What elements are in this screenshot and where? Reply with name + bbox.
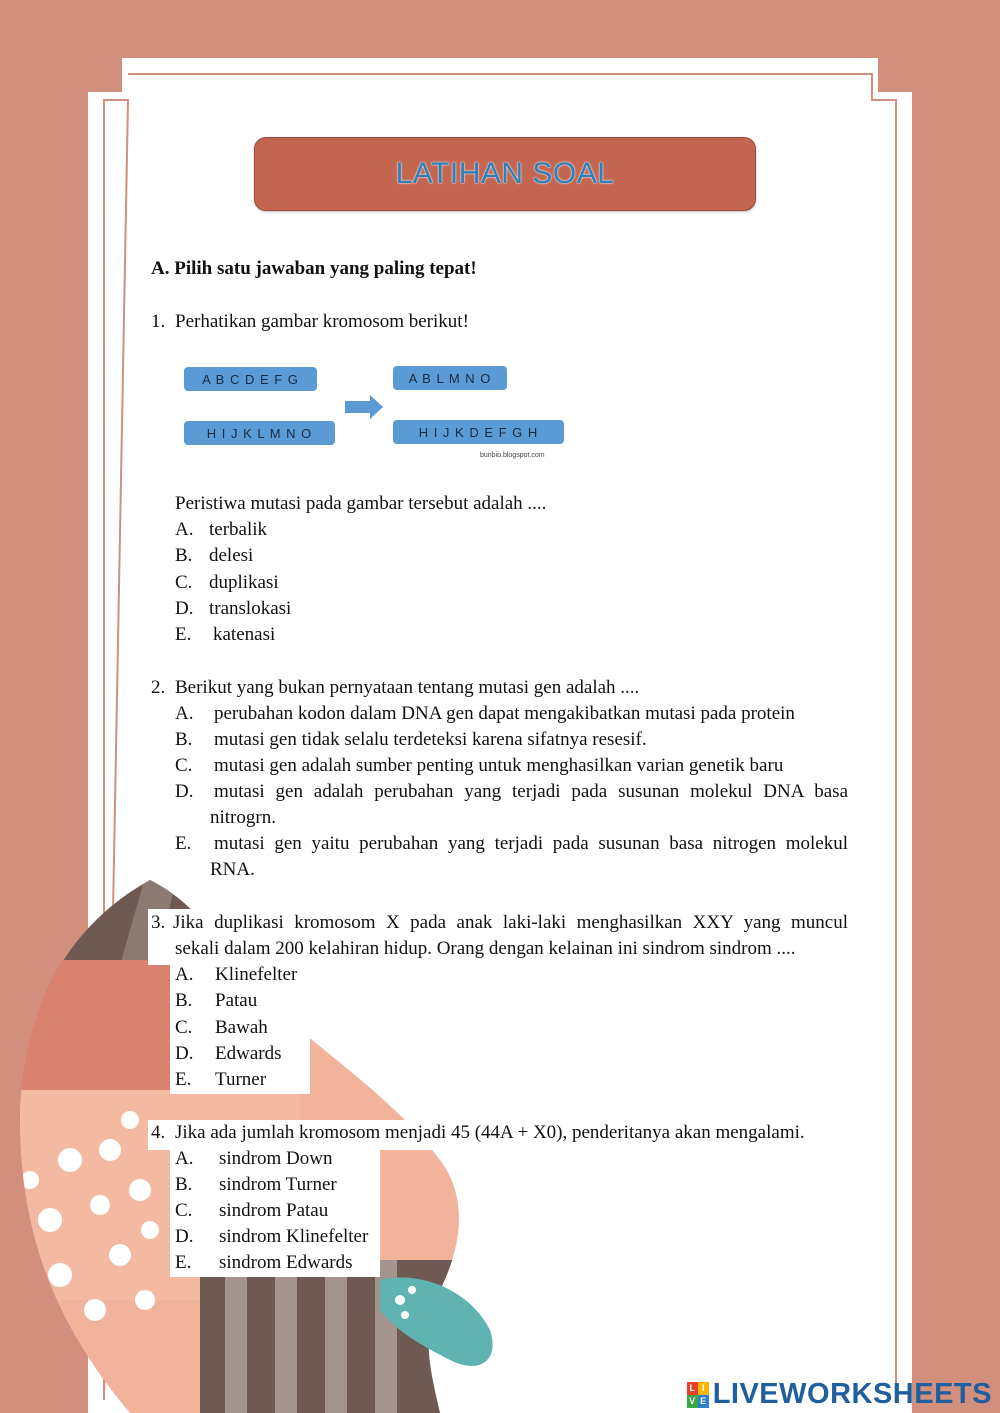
option-text[interactable]: perubahan kodon dalam DNA gen dapat mengakibatkan mutasi pada protein — [214, 703, 795, 724]
option-text[interactable]: Bawah — [215, 1017, 268, 1038]
question-number: 1. — [151, 311, 166, 332]
option-text[interactable]: sindrom Patau — [219, 1200, 329, 1221]
liveworksheets-badge-icon: L I V E — [687, 1382, 709, 1408]
option-text[interactable]: duplikasi — [209, 572, 279, 593]
option-letter: C. — [175, 572, 193, 593]
option-letter: B. — [175, 545, 193, 566]
option-letter: D. — [175, 1226, 194, 1247]
liveworksheets-wordmark: LIVEWORKSHEETS — [712, 1378, 992, 1410]
option-letter: A. — [175, 519, 194, 540]
option-text[interactable]: Edwards — [215, 1043, 282, 1064]
option-letter: E. — [175, 833, 192, 854]
question-text: Jika duplikasi kromosom X pada anak laki-laki menghasilkan XXY yang muncul — [173, 912, 848, 933]
option-letter: A. — [175, 1148, 194, 1169]
section-heading: A. Pilih satu jawaban yang paling tepat! — [151, 258, 477, 279]
question-prompt: Peristiwa mutasi pada gambar tersebut adalah .... — [175, 493, 547, 514]
option-text[interactable]: katenasi — [213, 624, 276, 645]
option-letter: B. — [175, 1174, 193, 1195]
option-letter: C. — [175, 755, 193, 776]
question-number: 3. — [151, 912, 166, 933]
chromosome-after-top: A B L M N O — [393, 366, 507, 390]
option-text[interactable]: translokasi — [209, 598, 292, 619]
chromosome-after-bottom: H I J K D E F G H — [393, 420, 564, 444]
option-text-continued[interactable]: nitrogrn. — [210, 807, 276, 828]
option-text[interactable]: mutasi gen tidak selalu terdeteksi karena sifatnya resesif. — [214, 729, 647, 750]
option-letter: B. — [175, 990, 193, 1011]
option-text[interactable]: mutasi gen adalah perubahan yang terjadi pada susunan molekul DNA basa — [214, 781, 848, 802]
option-text[interactable]: Klinefelter — [215, 964, 298, 985]
option-letter: D. — [175, 598, 194, 619]
liveworksheets-logo[interactable] — [687, 1378, 992, 1411]
figure-credit: bunbio.blogspot.com — [480, 452, 545, 459]
title-banner — [254, 137, 756, 211]
question-text: Berikut yang bukan pernyataan tentang mutasi gen adalah .... — [175, 677, 640, 698]
option-letter: A. — [175, 703, 194, 724]
option-text[interactable]: mutasi gen adalah sumber penting untuk menghasilkan varian genetik baru — [214, 755, 784, 776]
option-text[interactable]: delesi — [209, 545, 254, 566]
question-number: 4. — [151, 1122, 166, 1143]
option-letter: E. — [175, 1069, 192, 1090]
option-letter: D. — [175, 1043, 194, 1064]
option-text[interactable]: sindrom Klinefelter — [219, 1226, 369, 1247]
question-text-continued: sekali dalam 200 kelahiran hidup. Orang dengan kelainan ini sindrom sindrom .... — [175, 938, 796, 959]
option-letter: E. — [175, 624, 192, 645]
option-text[interactable]: sindrom Down — [219, 1148, 333, 1169]
option-text[interactable]: mutasi gen yaitu perubahan yang terjadi pada susunan basa nitrogen molekul — [214, 833, 848, 854]
option-letter: E. — [175, 1252, 192, 1273]
page-title: LATIHAN SOAL — [395, 157, 615, 190]
option-letter: C. — [175, 1017, 193, 1038]
question-text: Perhatikan gambar kromosom berikut! — [175, 311, 469, 332]
option-letter: A. — [175, 964, 194, 985]
option-letter: B. — [175, 729, 193, 750]
chromosome-before-top: A B C D E F G — [184, 367, 317, 391]
option-text[interactable]: Turner — [215, 1069, 267, 1090]
option-text[interactable]: sindrom Turner — [219, 1174, 337, 1195]
question-text: Jika ada jumlah kromosom menjadi 45 (44A + X0), penderitanya akan mengalami. — [175, 1122, 805, 1143]
option-text[interactable]: sindrom Edwards — [219, 1252, 353, 1273]
chromosome-before-bottom: H I J K L M N O — [184, 421, 335, 445]
option-letter: C. — [175, 1200, 193, 1221]
option-letter: D. — [175, 781, 194, 802]
option-text[interactable]: terbalik — [209, 519, 268, 540]
question-number: 2. — [151, 677, 166, 698]
option-text-continued[interactable]: RNA. — [210, 859, 255, 880]
option-text[interactable]: Patau — [215, 990, 258, 1011]
